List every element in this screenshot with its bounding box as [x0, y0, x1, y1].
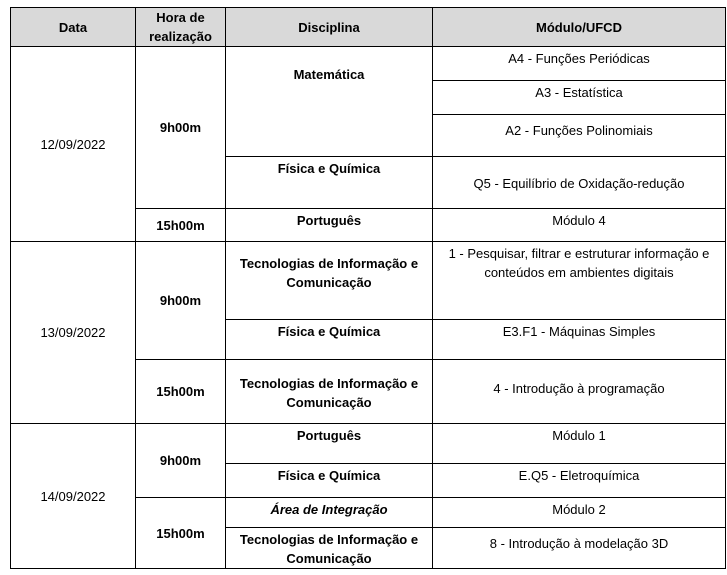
module-cell: E.Q5 - Eletroquímica	[433, 464, 726, 498]
exam-schedule-table	[10, 7, 726, 569]
hour-cell: 15h00m	[136, 209, 226, 242]
subject-cell: Matemática	[226, 47, 433, 157]
subject-cell: Tecnologias de Informação e Comunicação	[226, 360, 433, 424]
subject-cell: Física e Química	[226, 320, 433, 360]
hour-cell: 9h00m	[136, 424, 226, 498]
date-cell: 12/09/2022	[11, 47, 136, 242]
table-row	[11, 47, 726, 81]
header-row	[11, 8, 726, 47]
date-cell: 14/09/2022	[11, 424, 136, 569]
hour-cell: 15h00m	[136, 498, 226, 569]
date-cell: 13/09/2022	[11, 242, 136, 424]
subject-cell: Tecnologias de Informação e Comunicação	[226, 242, 433, 320]
table-row	[11, 242, 726, 320]
module-cell: E3.F1 - Máquinas Simples	[433, 320, 726, 360]
header-subject: Disciplina	[226, 8, 433, 47]
module-cell: 8 - Introdução à modelação 3D	[433, 528, 726, 569]
header-date: Data	[11, 8, 136, 47]
subject-cell: Português	[226, 424, 433, 464]
hour-cell: 15h00m	[136, 360, 226, 424]
hour-cell: 9h00m	[136, 242, 226, 360]
subject-cell: Área de Integração	[226, 498, 433, 528]
module-cell: 1 - Pesquisar, filtrar e estruturar informação e conteúdos em ambientes digitais	[433, 242, 726, 320]
header-hour: Hora de realização	[136, 8, 226, 47]
subject-cell: Física e Química	[226, 157, 433, 209]
module-cell: Módulo 4	[433, 209, 726, 242]
module-cell: Módulo 2	[433, 498, 726, 528]
module-cell: A2 - Funções Polinomiais	[433, 115, 726, 157]
hour-cell: 9h00m	[136, 47, 226, 209]
subject-cell: Tecnologias de Informação e Comunicação	[226, 528, 433, 569]
header-module: Módulo/UFCD	[433, 8, 726, 47]
module-cell: A4 - Funções Periódicas	[433, 47, 726, 81]
module-cell: A3 - Estatística	[433, 81, 726, 115]
subject-cell: Física e Química	[226, 464, 433, 498]
subject-cell: Português	[226, 209, 433, 242]
module-cell: Módulo 1	[433, 424, 726, 464]
module-cell: 4 - Introdução à programação	[433, 360, 726, 424]
module-cell: Q5 - Equilíbrio de Oxidação-redução	[433, 157, 726, 209]
table-row	[11, 424, 726, 464]
